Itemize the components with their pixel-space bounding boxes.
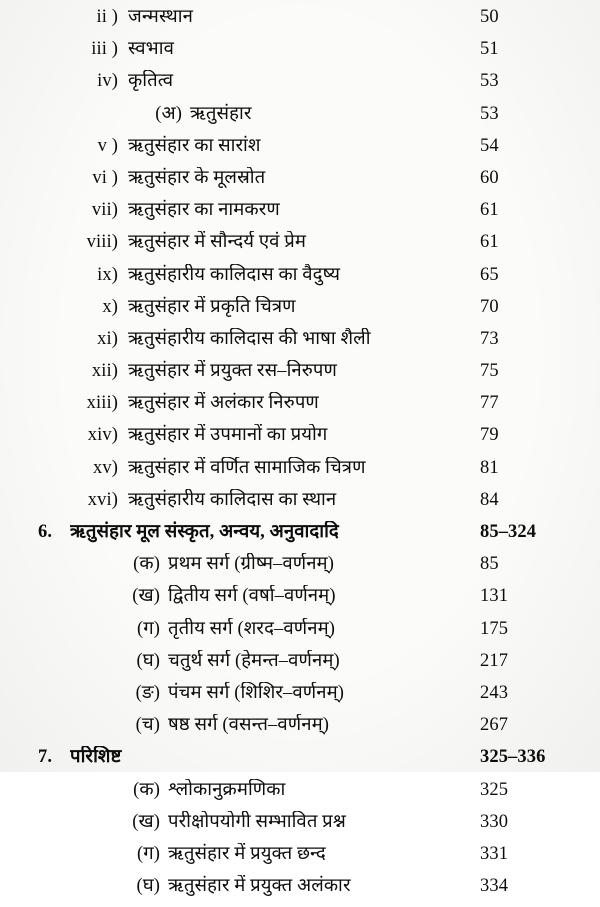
- toc-entry-page-number: 325–336: [480, 747, 546, 768]
- toc-entry-number: ix): [97, 264, 118, 285]
- toc-entry-number: (अ): [155, 103, 182, 124]
- toc-entry[interactable]: [94, 650, 572, 682]
- toc-entry-label: ऋतुसंहार में प्रयुक्त अलंकार: [168, 876, 351, 897]
- toc-entry-label: ऋतुसंहार: [190, 103, 252, 124]
- toc-entry[interactable]: [66, 167, 572, 199]
- toc-entry-number: xi): [97, 328, 118, 349]
- toc-entry[interactable]: [94, 103, 572, 135]
- toc-entry[interactable]: [66, 70, 572, 102]
- toc-entry-number: xiv): [87, 425, 118, 446]
- toc-entry-label: ऋतुसंहारीय कालिदास की भाषा शैली: [128, 328, 371, 349]
- toc-entry[interactable]: [94, 875, 572, 907]
- toc-entry-number: (च): [135, 715, 160, 736]
- toc-entry[interactable]: [66, 424, 572, 456]
- toc-entry-label: तृतीय सर्ग (शरद–वर्णनम्): [168, 618, 336, 639]
- toc-entry[interactable]: [94, 779, 572, 811]
- toc-entry-page-number: 77: [480, 393, 499, 414]
- toc-entry-label: स्वभाव: [128, 39, 174, 60]
- toc-entry-label: चतुर्थ सर्ग (हेमन्त–वर्णनम्): [168, 650, 340, 671]
- toc-entry[interactable]: [66, 6, 572, 38]
- toc-entry[interactable]: [38, 746, 572, 778]
- toc-entry-label: परीक्षोपयोगी सम्भावित प्रश्न: [168, 811, 346, 832]
- toc-entry[interactable]: [94, 682, 572, 714]
- toc-entry-page-number: 334: [480, 876, 509, 897]
- toc-entry-page-number: 175: [480, 618, 509, 639]
- toc-entry-page-number: 73: [480, 328, 499, 349]
- toc-entry[interactable]: [94, 714, 572, 746]
- toc-entry-page-number: 51: [480, 39, 499, 60]
- toc-entry-page-number: 267: [480, 715, 509, 736]
- toc-entry-page-number: 217: [480, 650, 509, 671]
- toc-entry-label: ऋतुसंहार में सौन्दर्य एवं प्रेम: [128, 232, 307, 253]
- toc-entry-number: (ख): [132, 811, 160, 832]
- toc-entry-number: vii): [91, 200, 118, 221]
- toc-entry-number: viii): [86, 232, 118, 253]
- toc-entry-page-number: 325: [480, 779, 509, 800]
- toc-entry-number: 7.: [38, 747, 53, 768]
- toc-entry-page-number: 79: [480, 425, 499, 446]
- toc-entry-page-number: 61: [480, 232, 499, 253]
- toc-entry-page-number: 331: [480, 843, 509, 864]
- toc-entry-label: ऋतुसंहार में प्रयुक्त छन्द: [168, 843, 326, 864]
- toc-entry-number: xiii): [86, 393, 118, 414]
- toc-entry-page-number: 53: [480, 103, 499, 124]
- toc-entry-number: xii): [91, 361, 118, 382]
- toc-entry-number: (घ): [136, 876, 160, 897]
- toc-entry-number: (क): [133, 554, 160, 575]
- toc-entry-label: ऋतुसंहारीय कालिदास का स्थान: [128, 489, 337, 510]
- toc-entry-page-number: 61: [480, 200, 499, 221]
- toc-entry-number: 6.: [38, 522, 53, 542]
- toc-entry-label: ऋतुसंहार में वर्णित सामाजिक चित्रण: [128, 457, 366, 478]
- toc-entry-number: (क): [133, 779, 160, 800]
- toc-entry-label: षष्ठ सर्ग (वसन्त–वर्णनम्): [168, 715, 330, 736]
- toc-entry-number: xvi): [87, 489, 118, 510]
- toc-entry-label: ऋतुसंहारीय कालिदास का वैदुष्य: [128, 264, 341, 285]
- toc-entry-page-number: 81: [480, 457, 499, 478]
- toc-entry-page-number: 330: [480, 811, 509, 832]
- toc-entry-page-number: 85: [480, 554, 499, 575]
- toc-entry-number: v ): [97, 135, 118, 156]
- toc-entry-number: (ख): [132, 586, 160, 607]
- toc-entry-label: श्लोकानुक्रमणिका: [168, 779, 286, 800]
- toc-entry-number: (ग): [136, 843, 160, 864]
- toc-entry[interactable]: [38, 521, 572, 553]
- toc-entry-label: ऋतुसंहार के मूलस्रोत: [128, 167, 266, 188]
- toc-entry[interactable]: [94, 811, 572, 843]
- toc-entry-page-number: 60: [480, 167, 499, 188]
- toc-entry-number: vi ): [92, 167, 118, 188]
- toc-entry-label: द्वितीय सर्ग (वर्षा–वर्णनम्): [168, 586, 336, 607]
- toc-entry-label: कृतित्व: [128, 71, 174, 92]
- toc-entry-number: xv): [93, 457, 118, 478]
- toc-entry-number: (घ): [136, 650, 160, 671]
- toc-entry[interactable]: [66, 199, 572, 231]
- toc-entry-page-number: 70: [480, 296, 499, 317]
- toc-entry[interactable]: [66, 135, 572, 167]
- toc-entry[interactable]: [66, 328, 572, 360]
- toc-entry-label: प्रथम सर्ग (ग्रीष्म–वर्णनम्): [168, 554, 334, 575]
- toc-entry[interactable]: [66, 264, 572, 296]
- toc-entry-label: पंचम सर्ग (शिशिर–वर्णनम्): [168, 682, 345, 703]
- toc-entry-number: iii ): [91, 39, 118, 60]
- toc-entry[interactable]: [66, 392, 572, 424]
- toc-entry-page-number: 54: [480, 135, 499, 156]
- toc-entry-page-number: 85–324: [480, 522, 537, 542]
- toc-entry-label: परिशिष्ट: [70, 747, 122, 768]
- toc-entry[interactable]: [66, 489, 572, 521]
- toc-entry-page-number: 65: [480, 264, 499, 285]
- toc-entry-label: ऋतुसंहार में प्रकृति चित्रण: [128, 296, 296, 317]
- toc-entry[interactable]: [94, 585, 572, 617]
- toc-entry-page-number: 84: [480, 489, 499, 510]
- toc-entry[interactable]: [94, 843, 572, 875]
- toc-entry[interactable]: [66, 457, 572, 489]
- toc-entry-number: x): [102, 296, 118, 317]
- toc-entry-label: ऋतुसंहार में प्रयुक्त रस–निरुपण: [128, 361, 337, 382]
- toc-entry-number: ii ): [96, 7, 118, 27]
- toc-entry[interactable]: [66, 360, 572, 392]
- toc-entry-label: ऋतुसंहार मूल संस्कृत, अन्वय, अनुवादादि: [70, 522, 339, 542]
- toc-entry-page-number: 53: [480, 71, 499, 92]
- toc-entry-label: ऋतुसंहार का नामकरण: [128, 200, 280, 221]
- toc-entry-label: ऋतुसंहार में अलंकार निरुपण: [128, 393, 319, 414]
- toc-entry-page-number: 75: [480, 361, 499, 382]
- toc-entry-number: (ङ): [135, 682, 160, 703]
- toc-entry-page-number: 243: [480, 682, 509, 703]
- toc-entry-page-number: 131: [480, 586, 509, 607]
- toc-entry[interactable]: [66, 296, 572, 328]
- toc-entry-label: ऋतुसंहार में उपमानों का प्रयोग: [128, 425, 328, 446]
- toc-entry-number: (ग): [136, 618, 160, 639]
- toc-entry[interactable]: [66, 231, 572, 263]
- toc-entry[interactable]: [94, 618, 572, 650]
- toc-entry[interactable]: [94, 553, 572, 585]
- toc-entry-label: जन्मस्थान: [128, 7, 193, 27]
- toc-entry[interactable]: [66, 38, 572, 70]
- toc-entry-label: ऋतुसंहार का सारांश: [128, 135, 261, 156]
- toc-entry-number: iv): [97, 71, 118, 92]
- toc-entry-page-number: 50: [480, 7, 499, 27]
